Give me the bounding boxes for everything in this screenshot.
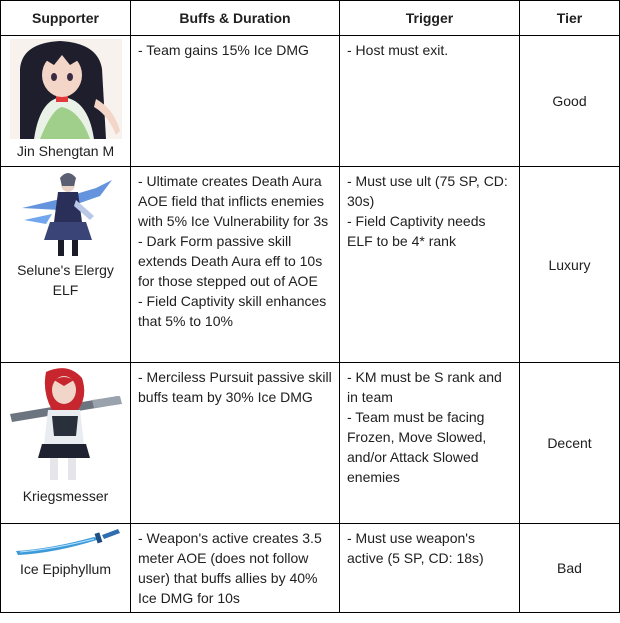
header-tier: Tier xyxy=(520,1,620,36)
tier-cell: Decent xyxy=(520,363,620,524)
character-portrait-icon xyxy=(16,170,116,258)
trigger-line: - Must use weapon's active (5 SP, CD: 18s) xyxy=(347,530,484,566)
sword-icon xyxy=(10,527,122,557)
trigger-cell xyxy=(340,363,520,524)
supporter-name: Selune's Elergy ELF xyxy=(17,262,114,298)
buffs-cell xyxy=(131,524,340,613)
table-row xyxy=(1,363,620,524)
trigger-cell xyxy=(340,167,520,363)
buffs-cell xyxy=(131,167,340,363)
trigger-line: - Host must exit. xyxy=(347,42,449,58)
trigger-line: - Team must be facing Frozen, Move Slowed, and/or Attack Slowed enemies xyxy=(347,409,487,485)
buff-line: - Merciless Pursuit passive skill buffs team by 30% Ice DMG xyxy=(138,369,332,405)
buffs-cell xyxy=(131,36,340,167)
buff-line: - Ultimate creates Death Aura AOE field that inflicts enemies with 5% Ice Vulnerability for 3s xyxy=(138,173,329,229)
character-portrait-icon xyxy=(10,39,122,139)
header-supporter: Supporter xyxy=(1,1,131,36)
buff-line: - Field Captivity skill enhances that 5% to 10% xyxy=(138,293,327,329)
buff-line: - Dark Form passive skill extends Death Aura eff to 10s for those stepped out of AOE xyxy=(138,233,323,289)
trigger-cell xyxy=(340,524,520,613)
table-row xyxy=(1,524,620,613)
trigger-line: - Field Captivity needs ELF to be 4* rank xyxy=(347,213,486,249)
trigger-line: - Must use ult (75 SP, CD: 30s) xyxy=(347,173,508,209)
supporter-cell xyxy=(1,524,131,613)
table-row xyxy=(1,167,620,363)
header-trigger: Trigger xyxy=(340,1,520,36)
buff-line: - Team gains 15% Ice DMG xyxy=(138,42,309,58)
trigger-line: - KM must be S rank and in team xyxy=(347,369,502,405)
tier-cell: Good xyxy=(520,36,620,167)
supporter-cell xyxy=(1,167,131,363)
buff-line: - Weapon's active creates 3.5 meter AOE (does not follow user) that buffs allies by 40% Ice DMG for 10s xyxy=(138,530,322,606)
buffs-cell xyxy=(131,363,340,524)
header-buffs-duration: Buffs & Duration xyxy=(131,1,340,36)
supporter-name: Kriegsmesser xyxy=(22,488,109,504)
supporter-name: Jin Shengtan M xyxy=(16,143,115,159)
supporter-cell xyxy=(1,36,131,167)
supporter-cell xyxy=(1,363,131,524)
trigger-cell xyxy=(340,36,520,167)
tier-cell: Luxury xyxy=(520,167,620,363)
character-portrait-icon xyxy=(8,366,124,484)
tier-cell: Bad xyxy=(520,524,620,613)
table-row xyxy=(1,36,620,167)
supporter-name: Ice Epiphyllum xyxy=(19,561,112,577)
header-row xyxy=(1,1,620,36)
